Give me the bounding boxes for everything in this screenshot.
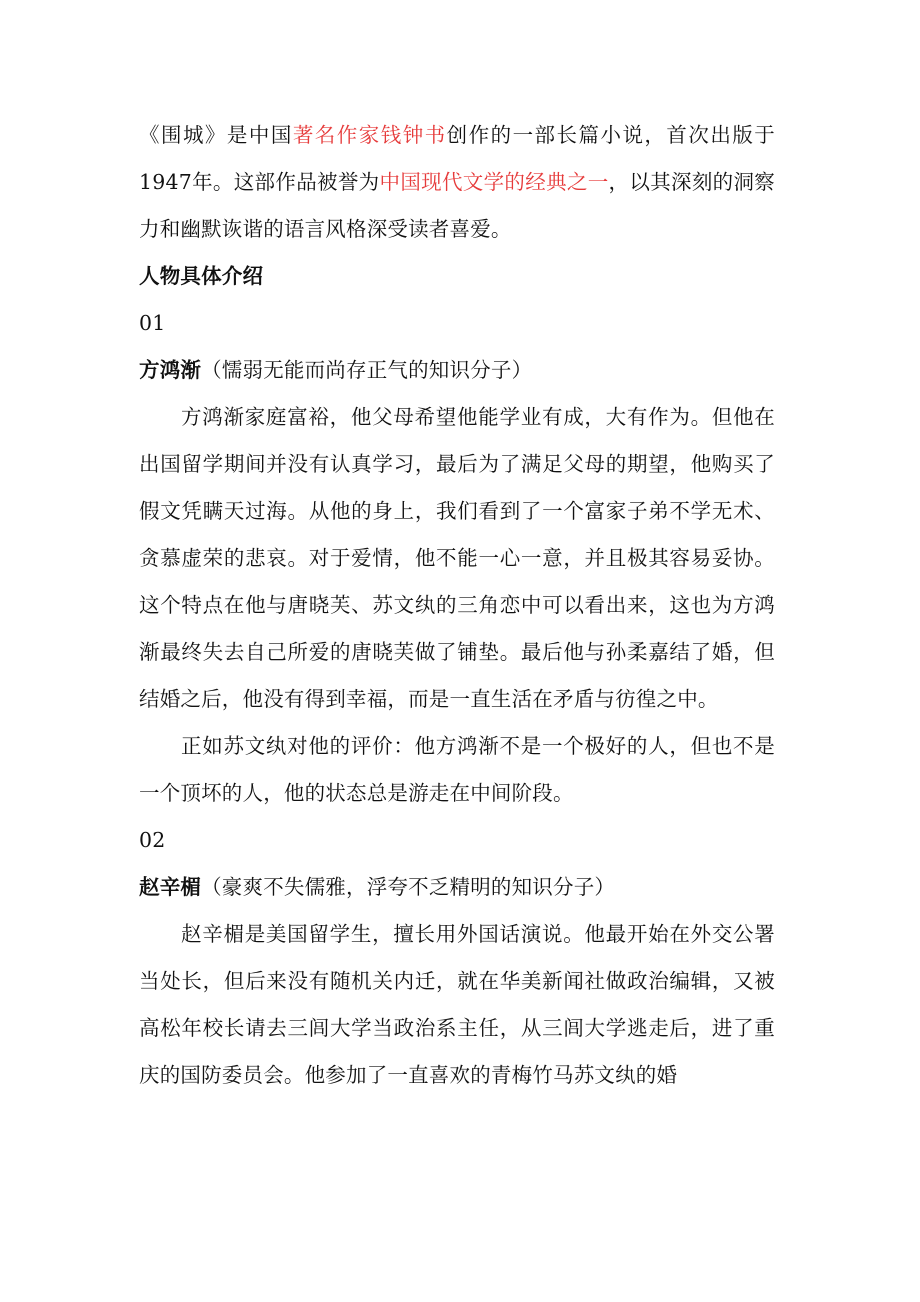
- character-number-2: 02: [139, 828, 166, 852]
- document-page: [139, 112, 775, 1099]
- intro-highlight-classic: 中国现代文学的经典之一: [379, 170, 609, 194]
- intro-text-3: ，以其深刻的洞察力和幽默诙谐的语言风格深受读者喜爱。: [139, 170, 775, 241]
- character-1-paragraph-1: 方鸿渐家庭富裕，他父母希望他能学业有成，大有作为。但他在出国留学期间并没有认真学习，最后为了满足父母的期望，他购买了假文凭瞒天过海。从他的身上，我们看到了一个富家子弟不学无术、贪慕虚荣的悲哀。对于爱情，他不能一心一意，并且极其容易妥协。这个特点在他与唐晓芙、苏文纨的三角恋中可以看出来，这也为方鸿渐最终失去自己所爱的唐晓芙做了铺垫。最后他与孙柔嘉结了婚，但结婚之后，他没有得到幸福，而是一直生活在矛盾与彷徨之中。: [139, 405, 775, 711]
- character-tagline-1: （懦弱无能而尚存正气的知识分子）: [201, 358, 533, 382]
- character-1-paragraph-2: 正如苏文纨对他的评价：他方鸿渐不是一个极好的人，但也不是一个顶坏的人，他的状态总是游走在中间阶段。: [139, 734, 775, 805]
- character-name-1: 方鸿渐: [139, 358, 202, 382]
- character-heading-1: [139, 347, 775, 394]
- intro-text-1: 《围城》是中国: [139, 123, 293, 147]
- intro-highlight-author: 著名作家钱钟书: [292, 123, 447, 147]
- section-title: 人物具体介绍: [139, 264, 264, 288]
- character-tagline-2: （豪爽不失儒雅，浮夸不乏精明的知识分子）: [201, 875, 616, 899]
- character-heading-2: [139, 864, 775, 911]
- intro-paragraph: [139, 112, 775, 253]
- intro-text-2: 创作的一部长篇小说，首次出版于1947年。这部作品被誉为: [139, 123, 775, 194]
- character-2-paragraph-1: 赵辛楣是美国留学生，擅长用外国话演说。他最开始在外交公署当处长，但后来没有随机关内迁，就在华美新闻社做政治编辑，又被高松年校长请去三闾大学当政治系主任，从三闾大学逃走后，进了重庆的国防委员会。他参加了一直喜欢的青梅竹马苏文纨的婚: [139, 922, 775, 1087]
- character-name-2: 赵辛楣: [139, 875, 202, 899]
- character-number-1: 01: [139, 311, 166, 335]
